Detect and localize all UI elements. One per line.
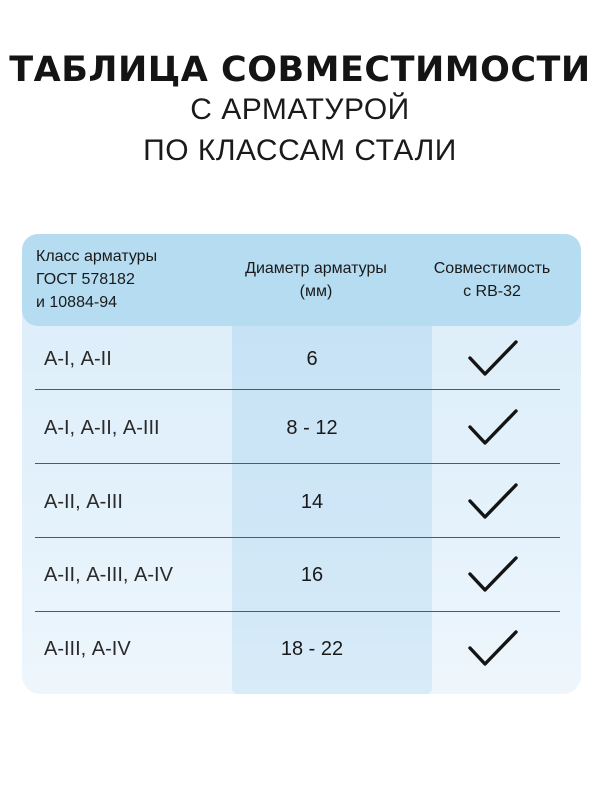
table-header	[22, 234, 581, 326]
header-compatibility-line: с RB-32	[463, 283, 521, 300]
header-diameter	[212, 257, 420, 303]
steel-class-cell: А-II, А-III, А-IV	[44, 563, 173, 586]
page-subtitle-line-1: С АРМАТУРОЙ	[190, 93, 410, 126]
check-icon	[467, 467, 519, 537]
table-row	[22, 467, 581, 537]
header-steel-class-line: Класс арматуры	[36, 248, 158, 265]
steel-class-cell: А-I, А-II, А-III	[44, 416, 160, 439]
header-compatibility	[408, 257, 576, 303]
check-icon	[467, 612, 519, 686]
header-compatibility-line: Совместимость	[433, 260, 551, 277]
page-subtitle-line-2: ПО КЛАССАМ СТАЛИ	[143, 134, 457, 167]
steel-class-cell: А-I, А-II	[44, 347, 112, 370]
table-row	[22, 326, 581, 392]
steel-class-cell: А-III, А-IV	[44, 637, 131, 660]
header-diameter-line: Диаметр арматуры	[245, 260, 387, 277]
table-row	[22, 539, 581, 611]
page-title: ТАБЛИЦА СОВМЕСТИМОСТИ	[9, 50, 591, 90]
check-icon	[467, 392, 519, 464]
steel-class-cell: А-II, А-III	[44, 490, 123, 513]
diameter-cell: 18 - 22	[280, 637, 344, 660]
check-icon	[467, 326, 519, 392]
table-row	[22, 392, 581, 464]
diameter-cell: 14	[300, 490, 324, 513]
header-steel-class-line: ГОСТ 578182	[36, 271, 135, 288]
header-diameter-line: (мм)	[299, 283, 333, 300]
diameter-cell: 8 - 12	[286, 416, 338, 439]
header-steel-class-line: и 10884-94	[36, 294, 117, 311]
diameter-cell: 6	[306, 347, 318, 370]
table-row	[22, 612, 581, 686]
check-icon	[467, 539, 519, 611]
row-divider	[35, 389, 560, 390]
header-steel-class	[36, 245, 226, 314]
diameter-cell: 16	[300, 563, 324, 586]
row-divider	[35, 463, 560, 464]
compatibility-table	[22, 234, 581, 694]
row-divider	[35, 537, 560, 538]
row-divider	[35, 611, 560, 612]
